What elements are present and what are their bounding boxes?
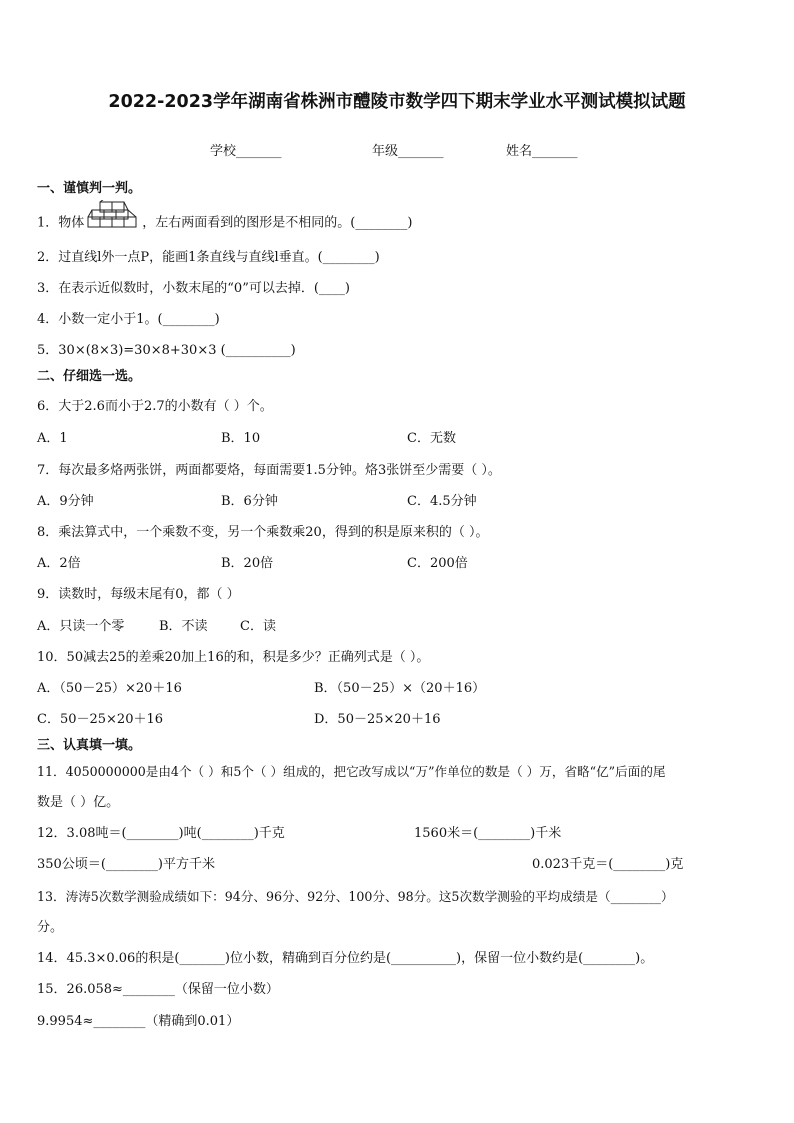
question-12-part-4: 0.023千克＝(________)克 — [532, 857, 684, 872]
question-1 — [37, 212, 412, 234]
question-2: 2．过直线l外一点P，能画1条直线与直线l垂直。(________) — [37, 250, 380, 265]
question-12-part-1: 12．3.08吨＝(________)吨(________)千克 — [37, 826, 285, 841]
section-heading-choose: 二、仔细选一选。 — [37, 369, 142, 384]
question-7-option-a[interactable]: A．9分钟 — [37, 494, 94, 509]
question-15-line-1: 15．26.058≈________（保留一位小数） — [37, 982, 279, 997]
question-11-line-2: 数是（ ）亿。 — [37, 795, 120, 810]
page-title: 2022-2023学年湖南省株洲市醴陵市数学四下期末学业水平测试模拟试题 — [108, 92, 686, 112]
question-9-option-a[interactable]: A．只读一个零 — [37, 619, 125, 634]
question-10-option-b[interactable]: B．（50－25）×（20＋16） — [314, 681, 486, 696]
question-11-line-1: 11．4050000000是由4个（ ）和5个（ ）组成的，把它改写成以“万”作单位的数是（ ）万，省略“亿”后面的尾 — [37, 764, 666, 779]
question-8-option-a[interactable]: A．2倍 — [37, 556, 81, 571]
question-10: 10．50减去25的差乘20加上16的和，积是多少？正确列式是（ ）。 — [37, 650, 430, 665]
question-13-line-2: 分。 — [37, 920, 64, 935]
question-6: 6．大于2.6而小于2.7的小数有（ ）个。 — [37, 399, 273, 414]
question-9-option-b[interactable]: B．不读 — [159, 619, 208, 634]
question-4: 4．小数一定小于1。(________) — [37, 312, 220, 327]
grade-field[interactable]: 年级_______ — [372, 144, 444, 159]
question-13-line-1: 13．涛涛5次数学测验成绩如下：94分、96分、92分、100分、98分。这5次数学测验的平均成绩是（________） — [37, 889, 674, 904]
question-9-option-c[interactable]: C．读 — [240, 619, 276, 634]
question-7: 7．每次最多烙两张饼，两面都要烙，每面需要1.5分钟。烙3张饼至少需要（ ）。 — [37, 463, 501, 478]
question-15-line-2: 9.9954≈________（精确到0.01） — [37, 1014, 240, 1029]
section-heading-fill: 三、认真填一填。 — [37, 738, 142, 753]
name-field[interactable]: 姓名_______ — [506, 144, 578, 159]
question-6-option-c[interactable]: C．无数 — [407, 431, 456, 446]
section-heading-judge: 一、谨慎判一判。 — [37, 181, 142, 196]
question-1-suffix: ，左右两面看到的图形是不相同的。(________) — [142, 215, 413, 231]
question-10-option-c[interactable]: C．50－25×20＋16 — [37, 712, 164, 727]
question-12-part-2: 1560米＝(________)千米 — [414, 826, 562, 841]
question-1-prefix: 1．物体 — [37, 215, 85, 231]
cube-blocks-icon — [86, 200, 140, 234]
question-5: 5．30×(8×3)=30×8+30×3 (__________) — [37, 343, 296, 358]
question-8: 8．乘法算式中，一个乘数不变，另一个乘数乘20，得到的积是原来积的（ ）。 — [37, 525, 489, 540]
question-6-option-a[interactable]: A．1 — [37, 431, 68, 446]
question-7-option-c[interactable]: C．4.5分钟 — [407, 494, 477, 509]
question-14: 14．45.3×0.06的积是(_______)位小数，精确到百分位约是(__________)，保留一位小数约是(________)。 — [37, 951, 654, 966]
question-3: 3．在表示近似数时，小数末尾的“0”可以去掉．(____) — [37, 281, 350, 296]
school-field[interactable]: 学校_______ — [210, 144, 282, 159]
question-12-part-3: 350公顷＝(________)平方千米 — [37, 857, 215, 872]
question-7-option-b[interactable]: B．6分钟 — [221, 494, 278, 509]
question-9: 9．读数时，每级末尾有0，都（ ） — [37, 587, 240, 602]
question-10-option-a[interactable]: A．（50－25）×20＋16 — [37, 681, 182, 696]
question-8-option-b[interactable]: B．20倍 — [221, 556, 274, 571]
question-6-option-b[interactable]: B．10 — [221, 431, 261, 446]
question-8-option-c[interactable]: C．200倍 — [407, 556, 468, 571]
question-10-option-d[interactable]: D．50－25×20＋16 — [314, 712, 441, 727]
